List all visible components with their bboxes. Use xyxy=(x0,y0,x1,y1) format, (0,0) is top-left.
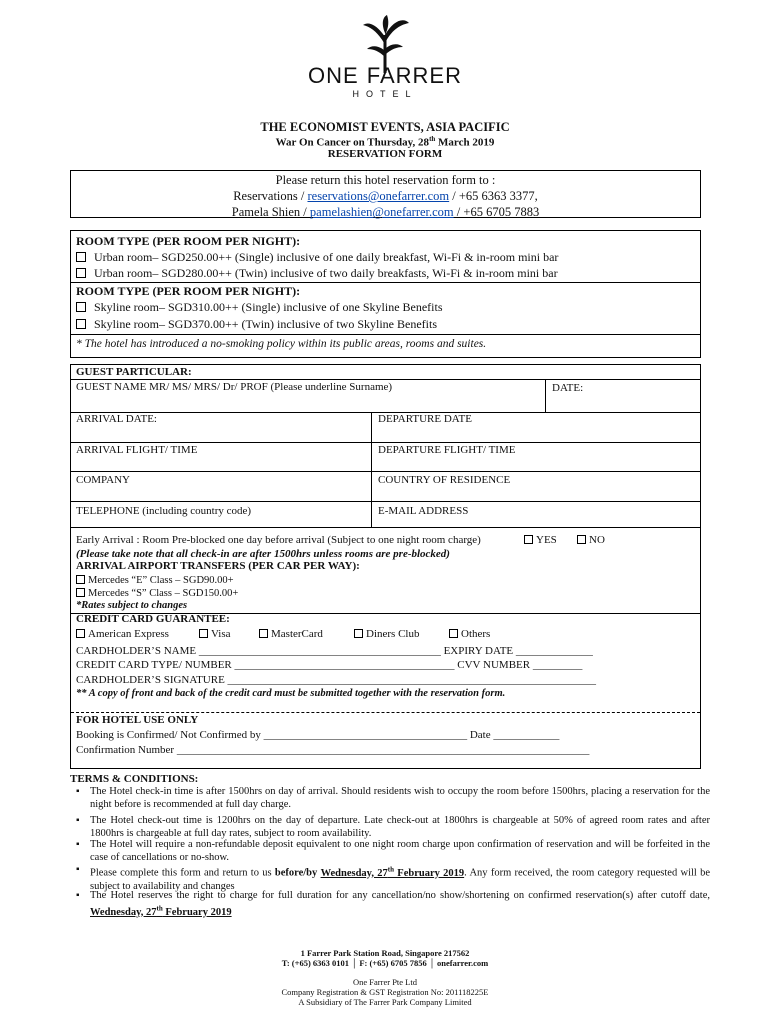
telephone-field[interactable]: TELEPHONE (including country code) xyxy=(76,505,252,517)
footer-subsidiary: A Subsidiary of The Farrer Park Company Limited xyxy=(298,997,472,1007)
rates-note: *Rates subject to changes xyxy=(76,600,188,611)
guest-name-field[interactable]: GUEST NAME MR/ MS/ MRS/ Dr/ PROF (Please underline Surname) xyxy=(76,381,393,393)
checkbox-icon[interactable] xyxy=(76,268,86,278)
footer-company: One Farrer Pte Ltd xyxy=(353,977,417,987)
bullet-icon: ▪ xyxy=(76,864,80,875)
footer-address: 1 Farrer Park Station Road, Singapore 217562 xyxy=(300,948,470,958)
hotel-logo-name: ONE FARRER xyxy=(308,63,462,88)
bullet-icon: ▪ xyxy=(76,786,80,797)
checkbox-icon[interactable] xyxy=(199,629,208,638)
checkbox-icon[interactable] xyxy=(524,535,533,544)
event-date: War On Cancer on Thursday, 28th March 2019 xyxy=(275,135,495,149)
bullet-icon: ▪ xyxy=(76,815,80,826)
guest-particular-box xyxy=(70,364,701,769)
room-type-header-urban: ROOM TYPE (PER ROOM PER NIGHT): xyxy=(76,234,301,248)
reservations-contact: Reservations / reservations@onefarrer.com / +65 6363 3377, xyxy=(233,189,538,203)
checkbox-icon[interactable] xyxy=(76,252,86,262)
cardholder-signature-field[interactable]: CARDHOLDER’S SIGNATURE ___________________________________________________________________ xyxy=(76,674,597,686)
hotel-logo-sub: HOTEL xyxy=(352,89,418,99)
event-title: THE ECONOMIST EVENTS, ASIA PACIFIC xyxy=(260,120,510,134)
footer-registration: Company Registration & GST Registration No: 201118225E xyxy=(281,987,489,997)
credit-card-number-field[interactable]: CREDIT CARD TYPE/ NUMBER ________________________________________ CVV NUMBER _________ xyxy=(76,659,583,671)
form-title: RESERVATION FORM xyxy=(327,148,443,160)
credit-card-header: CREDIT CARD GUARANTEE: xyxy=(76,613,230,625)
term-return-deadline: Please complete this form and return to us before/by Wednesday, 27th February 2019. Any form received, the room category requested will be subject to availability and changes xyxy=(90,865,711,892)
transfer-header: ARRIVAL AIRPORT TRANSFERS (PER CAR PER WAY): xyxy=(76,560,360,572)
booking-confirmed-field[interactable]: Booking is Confirmed/ Not Confirmed by _____________________________________ Date ____________ xyxy=(76,729,560,741)
term-cancellation: The Hotel reserves the right to charge for full duration for any cancellation/no show/shortening on confirmed reservation(s) after cutoff date, Wednesday, 27th February 2019 xyxy=(90,890,710,918)
arrival-date-field[interactable]: ARRIVAL DATE: xyxy=(76,413,157,425)
checkbox-icon[interactable] xyxy=(76,629,85,638)
hotel-use-header: FOR HOTEL USE ONLY xyxy=(76,714,199,726)
room-type-box xyxy=(70,230,701,358)
early-arrival-no[interactable]: NO xyxy=(577,534,605,546)
checkbox-icon[interactable] xyxy=(76,319,86,329)
early-arrival-option: Early Arrival : Room Pre-blocked one day before arrival (Subject to one night room charge) xyxy=(76,534,481,546)
pamela-email-link[interactable]: pamelashien@onefarrer.com xyxy=(309,205,454,219)
confirmation-number-field[interactable]: Confirmation Number ___________________________________________________________________________ xyxy=(76,744,590,756)
arrival-flight-field[interactable]: ARRIVAL FLIGHT/ TIME xyxy=(76,444,198,456)
term-checkout: The Hotel check-out time is 1200hrs on the day of departure. Late check-out at 1800hrs is chargeable at 50% of agreed room rates and after 1800hrs is chargeable at full day rates, subject to room availability. xyxy=(90,815,710,839)
room-option-urban-single[interactable]: Urban room– SGD250.00++ (Single) inclusive of one daily breakfast, Wi-Fi & in-room mini bar xyxy=(76,250,558,265)
card-option-mastercard[interactable]: MasterCard xyxy=(259,628,323,640)
card-option-amex[interactable]: American Express xyxy=(76,628,169,640)
footer-contacts: T: (+65) 6363 0101 │ F: (+65) 6705 7856 │ onefarrer.com xyxy=(281,958,489,968)
departure-flight-field[interactable]: DEPARTURE FLIGHT/ TIME xyxy=(378,444,516,456)
company-field[interactable]: COMPANY xyxy=(76,474,131,486)
email-field[interactable]: E-MAIL ADDRESS xyxy=(378,505,469,517)
card-option-diners[interactable]: Diners Club xyxy=(354,628,419,640)
departure-date-field[interactable]: DEPARTURE DATE xyxy=(378,413,472,425)
country-field[interactable]: COUNTRY OF RESIDENCE xyxy=(378,474,511,486)
card-option-others[interactable]: Others xyxy=(449,628,490,640)
room-option-urban-twin[interactable]: Urban room– SGD280.00++ (Twin) inclusive of two daily breakfasts, Wi-Fi & in-room mini bar xyxy=(76,266,558,281)
checkbox-icon[interactable] xyxy=(449,629,458,638)
checkbox-icon[interactable] xyxy=(76,588,85,597)
room-option-skyline-single[interactable]: Skyline room– SGD310.00++ (Single) inclusive of one Skyline Benefits xyxy=(76,300,443,315)
checkbox-icon[interactable] xyxy=(76,302,86,312)
check-in-note: (Please take note that all check-in are after 1500hrs unless rooms are pre-blocked) xyxy=(76,548,450,560)
checkbox-icon[interactable] xyxy=(259,629,268,638)
pamela-contact: Pamela Shien / pamelashien@onefarrer.com / +65 6705 7883 xyxy=(231,205,540,219)
room-option-skyline-twin[interactable]: Skyline room– SGD370.00++ (Twin) inclusive of two Skyline Benefits xyxy=(76,317,437,332)
smoking-policy-note: * The hotel has introduced a no-smoking policy within its public areas, rooms and suites. xyxy=(76,338,487,350)
terms-header: TERMS & CONDITIONS: xyxy=(70,773,199,785)
room-type-header-skyline: ROOM TYPE (PER ROOM PER NIGHT): xyxy=(76,284,301,298)
guest-particular-header: GUEST PARTICULAR: xyxy=(76,366,192,378)
return-box xyxy=(70,170,701,218)
term-deposit: The Hotel will require a non-refundable deposit equivalent to one night room charge upon confirmation of reservation and will be forfeited in the case of cancellations or no-show. xyxy=(90,839,710,863)
return-instruction: Please return this hotel reservation form to : xyxy=(275,173,496,187)
reservations-email-link[interactable]: reservations@onefarrer.com xyxy=(307,189,450,203)
term-checkin: The Hotel check-in time is after 1500hrs on day of arrival. Should residents wish to occupy the room before 1500hrs, placing a reservation for the night before is recommended at full day charge. xyxy=(90,786,710,810)
transfer-mercedes-e[interactable]: Mercedes “E” Class – SGD90.00+ xyxy=(76,575,234,586)
bullet-icon: ▪ xyxy=(76,839,80,850)
card-option-visa[interactable]: Visa xyxy=(199,628,231,640)
cardholder-name-field[interactable]: CARDHOLDER’S NAME ____________________________________________ EXPIRY DATE ______________ xyxy=(76,645,593,657)
date-field[interactable]: DATE: xyxy=(552,382,584,394)
card-copy-note: ** A copy of front and back of the credit card must be submitted together with the reservation form. xyxy=(76,688,506,699)
checkbox-icon[interactable] xyxy=(577,535,586,544)
hotel-logo xyxy=(285,15,485,100)
checkbox-icon[interactable] xyxy=(354,629,363,638)
early-arrival-yes[interactable]: YES xyxy=(524,534,557,546)
transfer-mercedes-s[interactable]: Mercedes “S” Class – SGD150.00+ xyxy=(76,588,238,599)
bullet-icon: ▪ xyxy=(76,890,80,901)
checkbox-icon[interactable] xyxy=(76,575,85,584)
